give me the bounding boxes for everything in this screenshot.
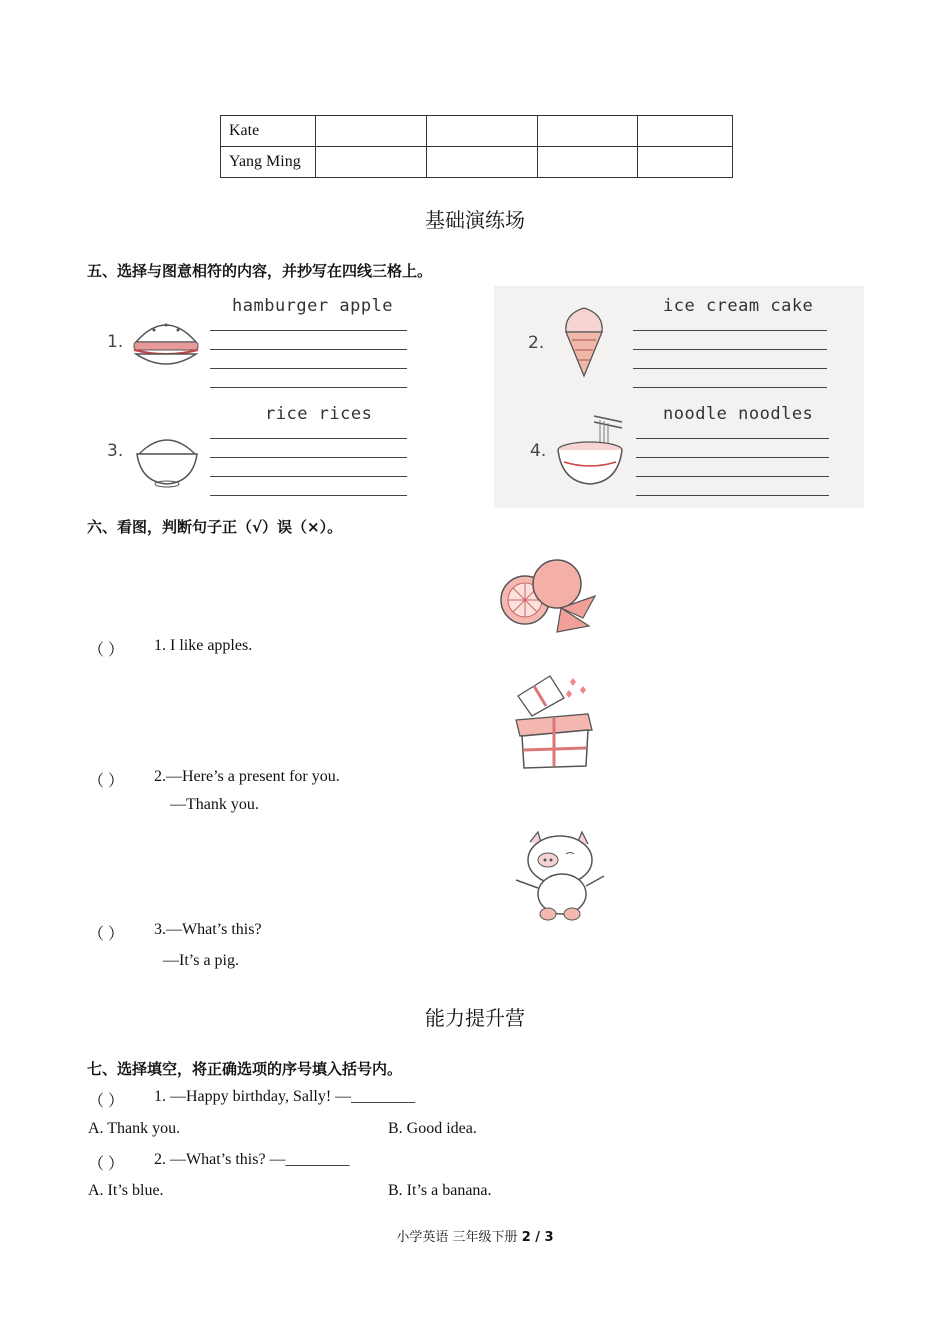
item-number: 2.: [528, 333, 545, 353]
option-a[interactable]: A. Thank you.: [88, 1120, 181, 1137]
table-cell-name: Yang Ming: [221, 147, 316, 178]
option-a[interactable]: A. It’s blue.: [88, 1182, 164, 1199]
table-row: [221, 116, 733, 147]
section-title-improve: 能力提升营: [425, 1006, 525, 1030]
reply-text: —Thank you.: [170, 796, 259, 813]
word-choice: noodle noodles: [663, 404, 814, 424]
answer-paren[interactable]: （ ）: [88, 1093, 125, 1110]
question-5-heading: 五、选择与图意相符的内容，并抄写在四线三格上。: [87, 262, 433, 280]
answer-paren[interactable]: （ ）: [88, 773, 125, 790]
hamburger-icon: [130, 312, 202, 374]
item-number: 4.: [530, 441, 547, 461]
page-footer: [0, 1226, 950, 1245]
statement-text: 1. I like apples.: [154, 637, 253, 654]
item-number: 1.: [107, 332, 124, 352]
answer-paren[interactable]: （ ）: [88, 926, 125, 943]
name-table: [220, 115, 733, 178]
option-b[interactable]: B. Good idea.: [388, 1120, 477, 1137]
grapefruit-icon: [497, 556, 603, 638]
section-title-basic: 基础演练场: [425, 208, 525, 232]
table-row: [221, 147, 733, 178]
word-choice: ice cream cake: [663, 296, 814, 316]
gift-box-icon: [510, 668, 602, 772]
page-number: 2 / 3: [521, 1230, 554, 1245]
question-7-heading: 七、选择填空，将正确选项的序号填入括号内。: [87, 1060, 403, 1078]
ice-cream-icon: [560, 304, 608, 380]
word-choice: rice rices: [265, 404, 373, 424]
question-text: 1. —Happy birthday, Sally! —________: [154, 1088, 416, 1105]
question-6-heading: 六、看图，判断句子正（√）误（×）。: [87, 518, 343, 536]
statement-text: 2.—Here’s a present for you.: [154, 768, 340, 785]
answer-paren[interactable]: （ ）: [88, 642, 125, 659]
rice-bowl-icon: [133, 428, 201, 488]
reply-text: —It’s a pig.: [163, 952, 239, 969]
noodle-bowl-icon: [554, 414, 628, 490]
item-number: 3.: [107, 441, 124, 461]
table-cell-name: Kate: [221, 116, 316, 147]
answer-paren[interactable]: （ ）: [88, 1156, 125, 1173]
question-text: 2. —What’s this? —________: [154, 1151, 350, 1168]
option-b[interactable]: B. It’s a banana.: [388, 1182, 492, 1199]
word-choice: hamburger apple: [232, 296, 394, 316]
statement-text: 3.—What’s this?: [154, 921, 262, 938]
pig-icon: [510, 828, 610, 924]
footer-label: 小学英语 三年级下册: [396, 1230, 518, 1245]
scan-panel-right: [494, 286, 864, 508]
